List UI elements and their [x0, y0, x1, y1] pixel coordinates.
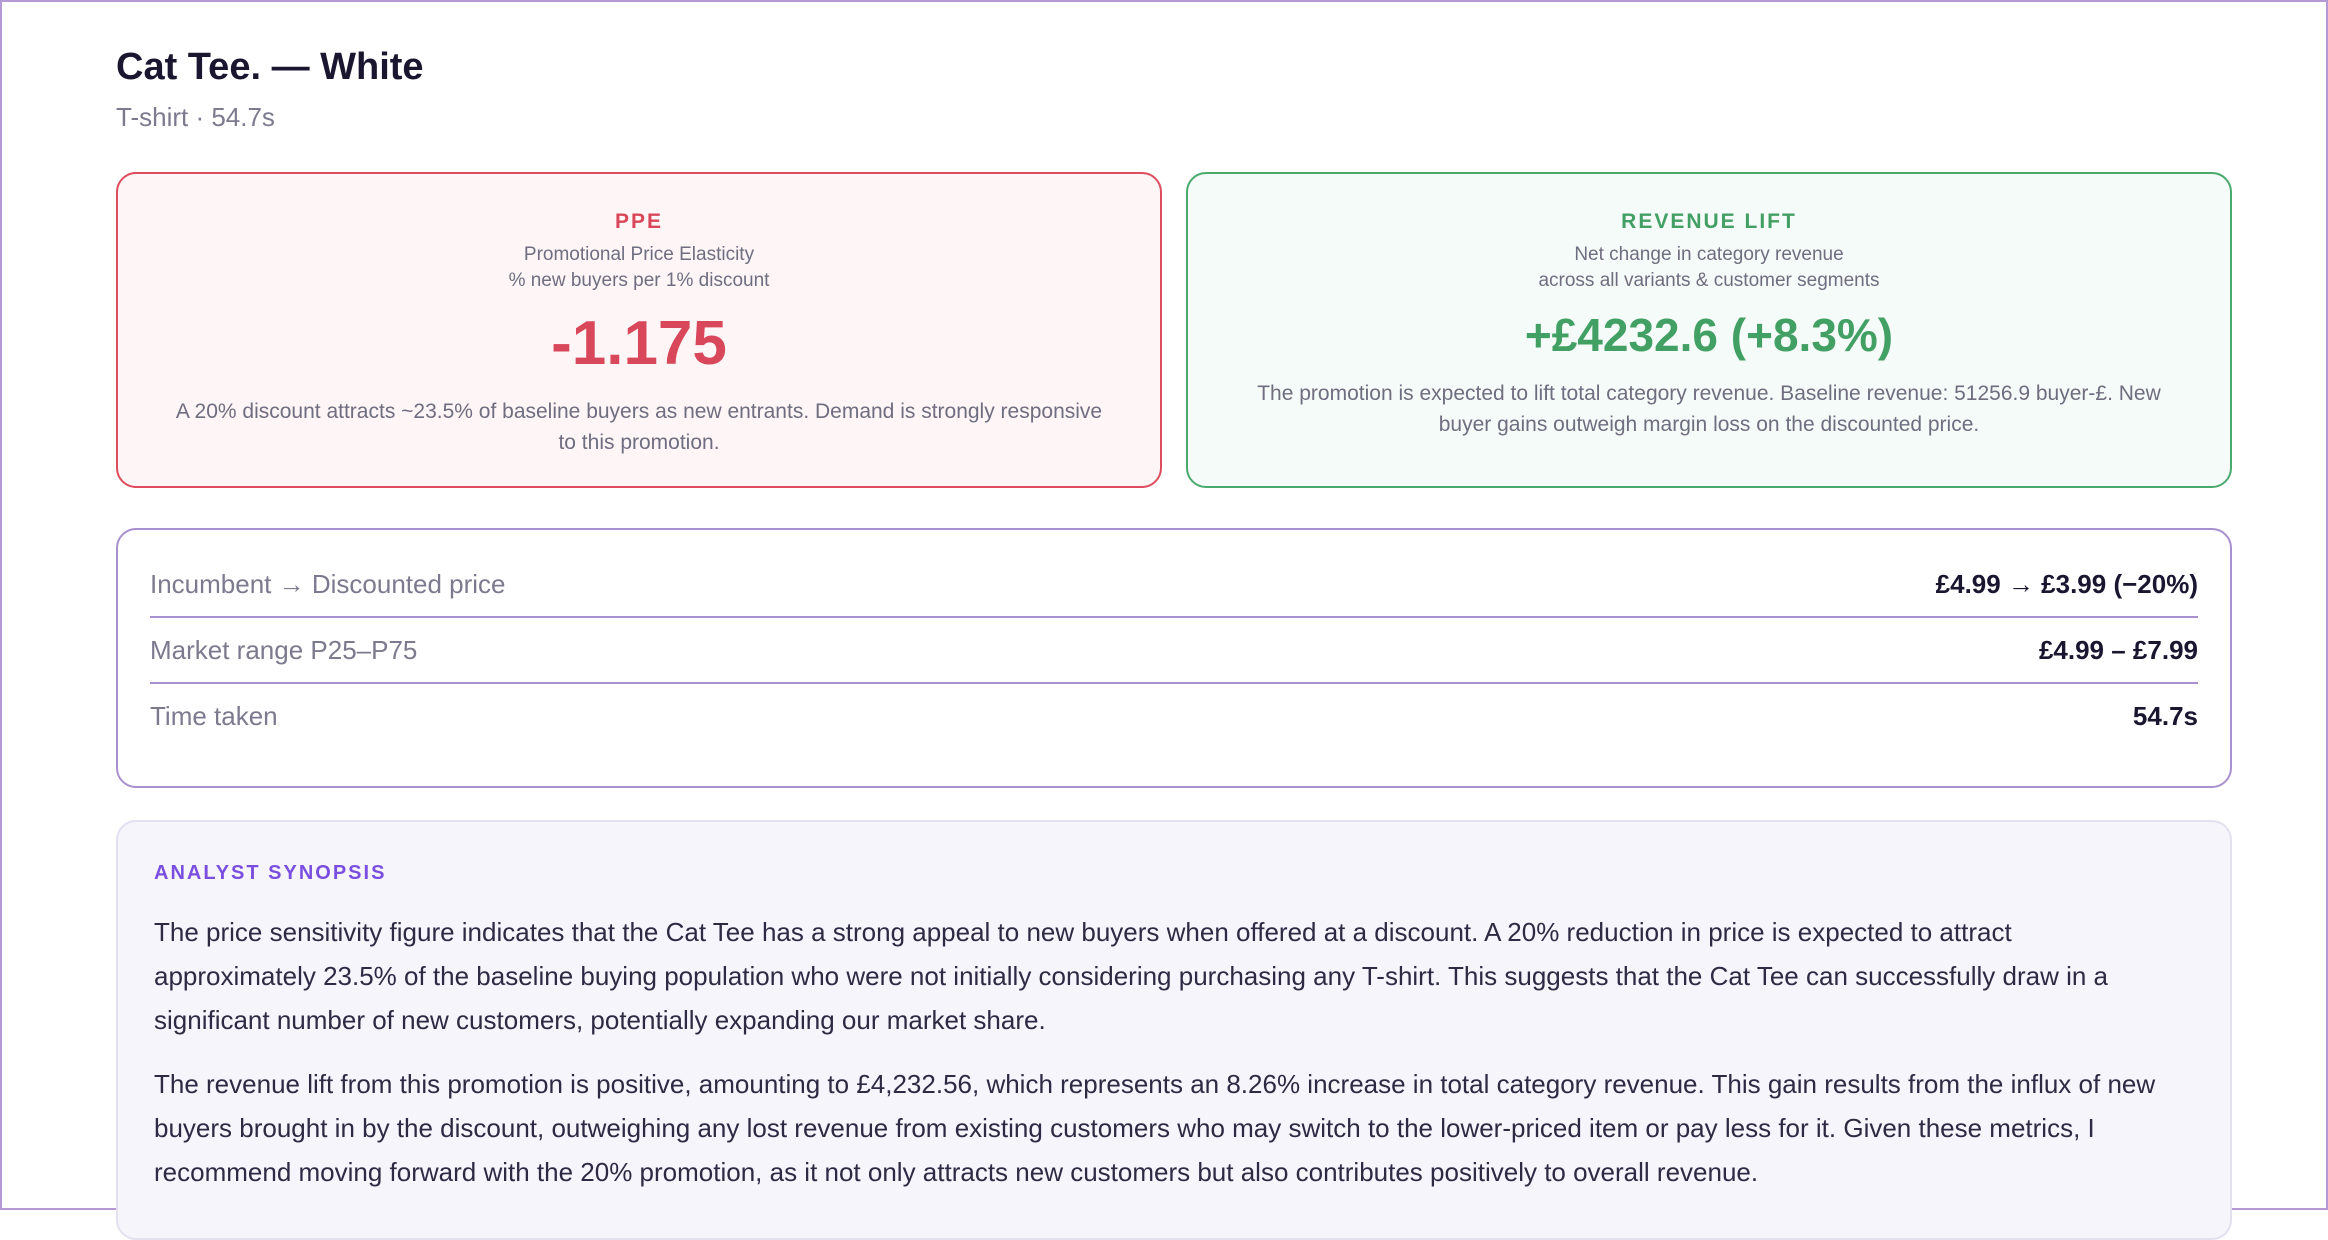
- ppe-note: A 20% discount attracts ~23.5% of baseline buyers as new entrants. Demand is strongly responsive to this promotion.: [175, 400, 1103, 454]
- metric-row-market-range: [150, 618, 2198, 684]
- synopsis-paragraph-2: The revenue lift from this promotion is positive, amounting to £4,232.56, which represents an 8.26% increase in total category revenue. This gain results from the influx of new buyers brought in by the discount, outweighing any lost revenue from existing customers who may switch to the lower-priced item or pay less for it. Given these metrics, I recommend moving forward with the 20% promotion, as it not only attracts new customers but also contributes positively to overall revenue.: [154, 1069, 2156, 1187]
- metric-value: £4.99 → £3.99 (−20%): [1935, 569, 2198, 599]
- revenue-lift-card: [1186, 172, 2232, 488]
- synopsis-paragraph-1: The price sensitivity figure indicates that the Cat Tee has a strong appeal to new buyers when offered at a discount. A 20% reduction in price is expected to attract approximately 23.5% of the baseline buying population who were not initially considering purchasing any T-shirt. This suggests that the Cat Tee can successfully draw in a significant number of new customers, potentially expanding our market share.: [154, 917, 2108, 1035]
- revenue-lift-description: [1188, 242, 2230, 294]
- metric-label: Incumbent → Discounted price: [150, 569, 506, 599]
- page-title: Cat Tee. — White: [116, 46, 424, 88]
- metric-value: 54.7s: [2132, 701, 2198, 731]
- metrics-panel: [116, 528, 2232, 788]
- metric-row-time-taken: [150, 684, 2198, 748]
- ppe-description: [118, 242, 1160, 294]
- ppe-description-line-1: Promotional Price Elasticity: [523, 244, 755, 265]
- ppe-label: PPE: [614, 210, 664, 233]
- revenue-lift-value: +£4232.6 (+8.3%): [1524, 309, 1894, 361]
- synopsis-label: ANALYST SYNOPSIS: [154, 862, 387, 884]
- metric-value: £4.99 – £7.99: [2038, 635, 2198, 665]
- ppe-card: [116, 172, 1162, 488]
- ppe-value: -1.175: [551, 309, 727, 378]
- analyst-synopsis-panel: [116, 820, 2232, 1240]
- revenue-lift-description-line-1: Net change in category revenue: [1574, 244, 1844, 265]
- metric-label: Market range P25–P75: [150, 635, 418, 665]
- ppe-description-line-2: % new buyers per 1% discount: [508, 270, 770, 291]
- revenue-lift-note: The promotion is expected to lift total category revenue. Baseline revenue: 51256.9 buyer-£. New buyer gains outweigh margin loss on the discounted price.: [1257, 382, 2161, 436]
- metric-row-price: [150, 552, 2198, 618]
- revenue-lift-label: REVENUE LIFT: [1621, 210, 1797, 233]
- revenue-lift-description-line-2: across all variants & customer segments: [1538, 270, 1880, 291]
- metric-label: Time taken: [150, 701, 278, 731]
- page-subtitle: T-shirt · 54.7s: [116, 102, 275, 132]
